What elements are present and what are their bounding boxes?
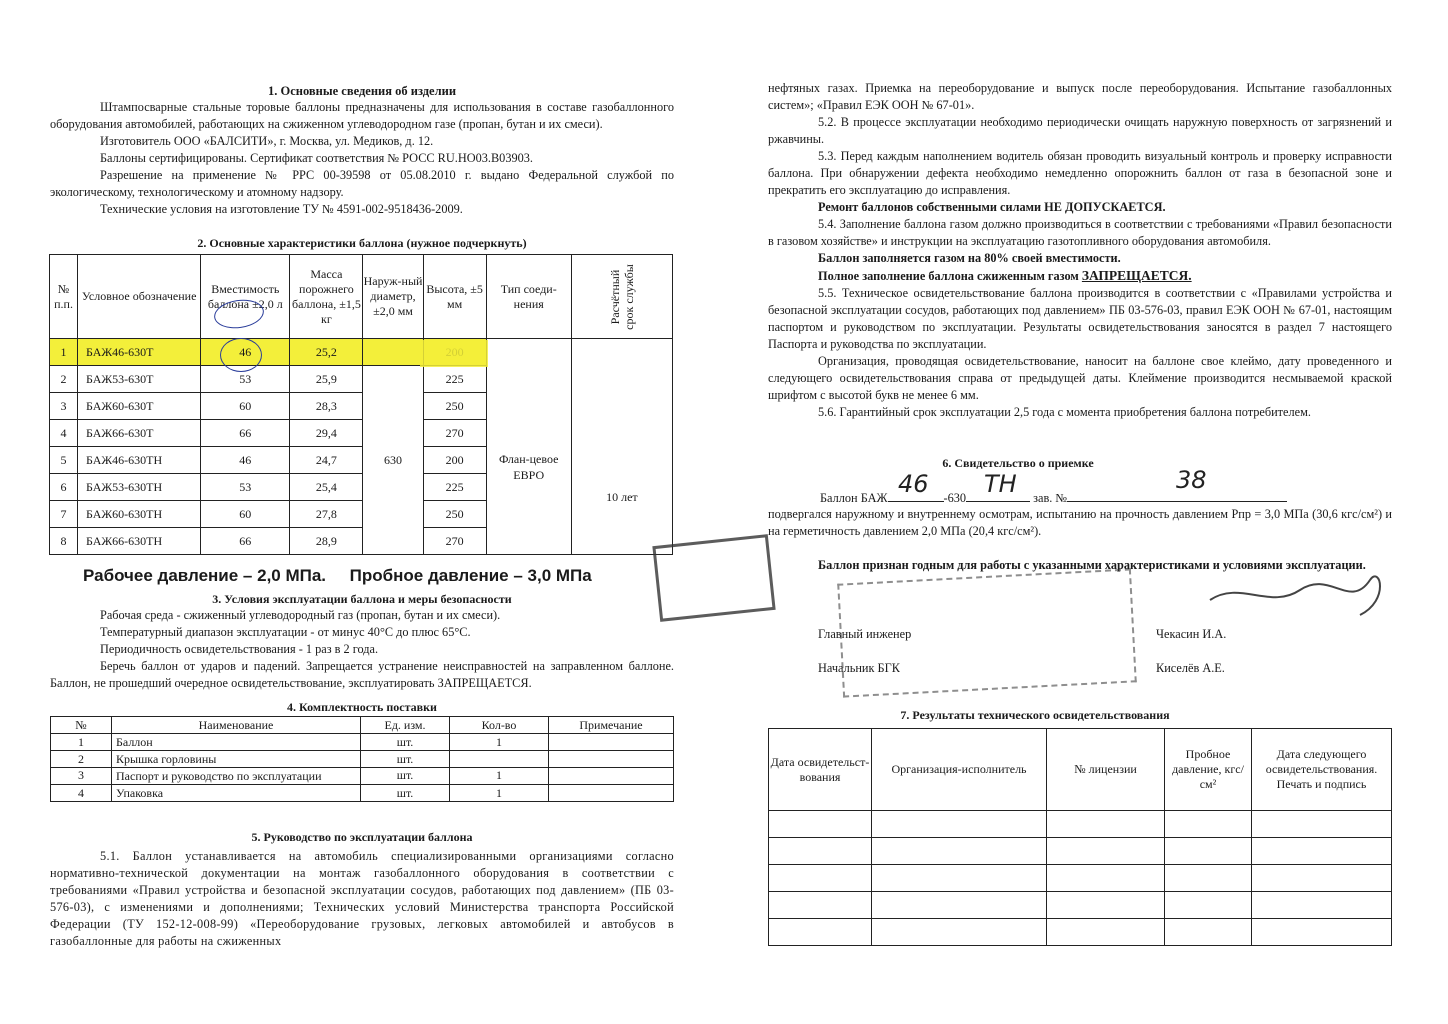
full-fill-text: Полное заполнение баллона сжиженным газом [818,269,1082,283]
acceptance-fit: Баллон признан годным для работы с указанными характеристиками и условиями эксплуатации. [818,558,1366,572]
signature-icon [1200,560,1400,630]
cell: шт. [361,734,450,751]
col-test-pressure: Пробное давление, кгс/см² [1165,729,1252,811]
rectangular-stamp [652,534,775,622]
cell: 3 [50,393,78,420]
cell [549,734,674,751]
pressure-line: Рабочее давление – 2,0 МПа. Пробное давление – 3,0 МПа [83,566,592,585]
forbidden-word: ЗАПРЕЩАЕТСЯ. [1081,268,1192,283]
btk-head-title: Начальник БГК [818,661,900,675]
cell [549,768,674,785]
col-height: Высота, ±5 мм [423,255,486,339]
cell: 46 [201,339,290,366]
cell [450,751,549,768]
cell: 5 [50,447,78,474]
cell [549,785,674,802]
col-volume: Вместимость баллона ±2,0 л [201,255,290,339]
balloon-mid: -630 [943,491,967,505]
table-row [51,734,674,751]
table-row [50,339,673,366]
cell: 46 [201,447,290,474]
handwritten-type: ТН [984,470,1017,498]
col-mass: Масса порожнего баллона, ±1,5 кг [290,255,363,339]
s1-paragraph: Баллоны сертифицированы. Сертификат соответствия № РОСС RU.НО03.В03903. [100,151,533,165]
section-5-body: 5.1. Баллон устанавливается на автомобиль специализированными организациями согласно нормативно-технической документации на монтаж газобаллонного оборудования в соответствии с требованиями «Правил устройства и безопасной эксплуатации сосудов, работающих под давлением» (ПБ 03-576-03), с изменениями и дополнениями; Технических условий Министерства транспорта Российской Федерации (ТУ 152-12-008-99) «Переоборудование грузовых, легковых автомобилей и автобусов в газобаллонные для работы на сжиженных [50,849,674,948]
s3-line: Рабочая среда - сжиженный углеводородный газ (пропан, бутан и их смеси). [100,608,501,622]
pen-circle-volume-value [220,338,262,372]
balloon-prefix: Баллон БАЖ [820,491,888,505]
table-row [769,919,1392,946]
cell: 4 [50,420,78,447]
s1-paragraph: Разрешение на применение № РРС 00-39598 от 05.08.2010 г. выдано Федеральной службой по экологическому, технологическому и атомному надзору. [50,168,674,199]
section-3-body [50,607,674,692]
row-highlight-extension [420,340,488,367]
col-number: № п.п. [50,255,78,339]
s3-line: Беречь баллон от ударов и падений. Запрещается устранение неисправностей на заправленном баллоне. Баллон, не прошедший очередное освидетельствование, эксплуатировать ЗАПРЕЩАЕТСЯ. [50,659,674,690]
cell: 25,2 [290,339,363,366]
cell: Упаковка [112,785,361,802]
cell: шт. [361,751,450,768]
section-1-title: 1. Основные сведения об изделии [267,84,457,98]
cell: 66 [201,528,290,555]
cell: 2 [51,751,112,768]
cell: БАЖ66-630Т [78,420,201,447]
cell: 1 [450,768,549,785]
table-row [769,838,1392,865]
col-license: № лицензии [1047,729,1165,811]
cell: 27,8 [290,501,363,528]
cell: 1 [51,734,112,751]
cell: шт. [361,785,450,802]
fill-80-warning: Баллон заполняется газом на 80% своей вместимости. [818,251,1121,265]
handwritten-serial: 38 [1176,466,1207,494]
cell: 6 [50,474,78,501]
table-row [769,892,1392,919]
col-unit: Ед. изм. [361,717,450,734]
cell: 2 [50,366,78,393]
delivery-table [50,716,674,802]
continuation-paragraph: нефтяных газах. Приемка на переоборудование и выпуск после переоборудования. Испытание газобаллонных систем»; «Правил ЕЭК ООН № 67-01». [768,81,1392,112]
serial-label: зав. № [1033,491,1068,505]
connection-cell: Флан-цевое ЕВРО [486,339,571,555]
section-5-title: 5. Руководство по эксплуатации баллона [251,830,473,844]
cell: 1 [50,339,78,366]
col-diameter: Наруж-ный диаметр, ±2,0 мм [363,255,423,339]
cell [363,339,423,366]
col-name: Наименование [112,717,361,734]
cell: 24,7 [290,447,363,474]
table-row [51,785,674,802]
cell: 270 [423,420,486,447]
cell [549,751,674,768]
cell: 200 [423,447,486,474]
s3-line: Температурный диапазон эксплуатации - от минус 40°С до плюс 65°С. [100,625,471,639]
cell: 53 [201,366,290,393]
s3-line: Периодичность освидетельствования - 1 раз в 2 года. [100,642,379,656]
col-next-date: Дата следующего освидетельствования. Печать и подпись [1252,729,1392,811]
cell: 3 [51,768,112,785]
handwritten-volume: 46 [898,470,929,498]
section-6-title: 6. Свидетельство о приемке [942,456,1094,470]
section-4-title: 4. Комплектность поставки [287,700,437,714]
s1-paragraph: Технические условия на изготовление ТУ № 4591-002-9518436-2009. [100,202,463,216]
col-organization: Организация-исполнитель [872,729,1047,811]
cell: 28,3 [290,393,363,420]
repair-warning: Ремонт баллонов собственными силами НЕ ДОПУСКАЕТСЯ. [818,200,1166,214]
paragraph-5-4: 5.4. Заполнение баллона газом должно производиться в соответствии с требованиями «Правил безопасности в газовом хозяйстве» и инструкции на эксплуатацию газотопливного оборудования автомобиля. [768,217,1392,248]
col-no: № [51,717,112,734]
s1-paragraph: Штампосварные стальные торовые баллоны предназначены для использования в составе газобаллонного оборудования автомобилей, работающих на сжиженном углеводородном газе (пропан, бутан и их смеси). [50,100,674,131]
cell: 225 [423,366,486,393]
cell: БАЖ46-630Т [78,339,201,366]
col-qty: Кол-во [450,717,549,734]
otk-stamp [837,568,1137,697]
section-2-title: 2. Основные характеристики баллона (нужное подчеркнуть) [197,236,527,250]
characteristics-table [49,254,673,555]
col-connection: Тип соеди-нения [486,255,571,339]
col-note: Примечание [549,717,674,734]
col-service-life [571,255,672,339]
paragraph-5-5b: Организация, проводящая освидетельствование, наносит на баллоне свое клеймо, дату проведенного и следующего освидетельствования справа от предыдущей даты. Клеймение производится несмываемой краской шрифтом с высотой букв не менее 6 мм. [768,354,1392,402]
paragraph-5-2: 5.2. В процессе эксплуатации необходимо периодически очищать наружную поверхность от загрязнений и ржавчины. [768,115,1392,146]
cell: БАЖ53-630Т [78,366,201,393]
paragraph-5-5: 5.5. Техническое освидетельствование баллона производится в соответствии с «Правилами устройства и безопасной эксплуатации сосудов, работающих под давлением» ПБ 03-576-03, правил ЕЭК ООН № 67-01, настоящим паспортом и руководством по эксплуатации. Результаты освидетельствования заносятся в раздел 7 настоящего Паспорта и руководства по эксплуатации. [768,286,1392,351]
cell: 25,4 [290,474,363,501]
section-3-title: 3. Условия эксплуатации баллона и меры безопасности [212,592,512,606]
paragraph-5-6: 5.6. Гарантийный срок эксплуатации 2,5 года с момента приобретения баллона потребителем. [818,405,1311,419]
s1-paragraph: Изготовитель ООО «БАЛСИТИ», г. Москва, ул. Медиков, д. 12. [100,134,434,148]
cell: 25,9 [290,366,363,393]
col-inspection-date: Дата освидетельст-вования [769,729,872,811]
table-row [51,768,674,785]
cell: БАЖ46-630ТН [78,447,201,474]
table-row [769,865,1392,892]
cell: Крышка горловины [112,751,361,768]
col-designation: Условное обозначение [78,255,201,339]
cell: 66 [201,420,290,447]
paragraph-5-3: 5.3. Перед каждым наполнением водитель обязан проводить визуальный контроль и проверку исправности баллона. При обнаружении дефекта необходимо немедленно опорожнить баллон от газа в безопасной зоне и прекратить его эксплуатацию до исправления. [768,149,1392,197]
cell: 28,9 [290,528,363,555]
cell: 4 [51,785,112,802]
diameter-cell: 630 [363,366,423,555]
section-7-title: 7. Результаты технического освидетельствования [900,708,1170,722]
cell: шт. [361,768,450,785]
cell: 250 [423,393,486,420]
inspection-results-table [768,728,1392,946]
cell: 60 [201,393,290,420]
section-1-body [50,99,674,218]
cell: БАЖ53-630ТН [78,474,201,501]
cell: 225 [423,474,486,501]
chief-engineer-title: Главный инженер [818,627,912,641]
cell: 8 [50,528,78,555]
cell: 29,4 [290,420,363,447]
service-life-cell: 10 лет [571,339,672,555]
table-row [51,751,674,768]
acceptance-test-text: подвергался наружному и внутреннему осмотрам, испытанию на прочность давлением Рпр = 3,0 МПа (30,6 кгс/см²) и на герметичность давлением 2,0 МПа (20,4 кгс/см²). [768,507,1392,538]
cell: 1 [450,734,549,751]
chief-engineer-name: Чекасин И.А. [1156,627,1227,641]
cell: Паспорт и руководство по эксплуатации [112,768,361,785]
cell: 270 [423,528,486,555]
right-page-body [768,80,1392,421]
cell: 53 [201,474,290,501]
cell: Баллон [112,734,361,751]
btk-head-name: Киселёв А.Е. [1156,661,1225,675]
cell: БАЖ60-630ТН [78,501,201,528]
full-fill-warning [768,267,1392,285]
cell: 7 [50,501,78,528]
cell: 250 [423,501,486,528]
table-row [769,811,1392,838]
cell: 60 [201,501,290,528]
cell: БАЖ66-630ТН [78,528,201,555]
service-life-header: Расчётный срок службы [607,263,636,330]
cell: 1 [450,785,549,802]
cell: БАЖ60-630Т [78,393,201,420]
